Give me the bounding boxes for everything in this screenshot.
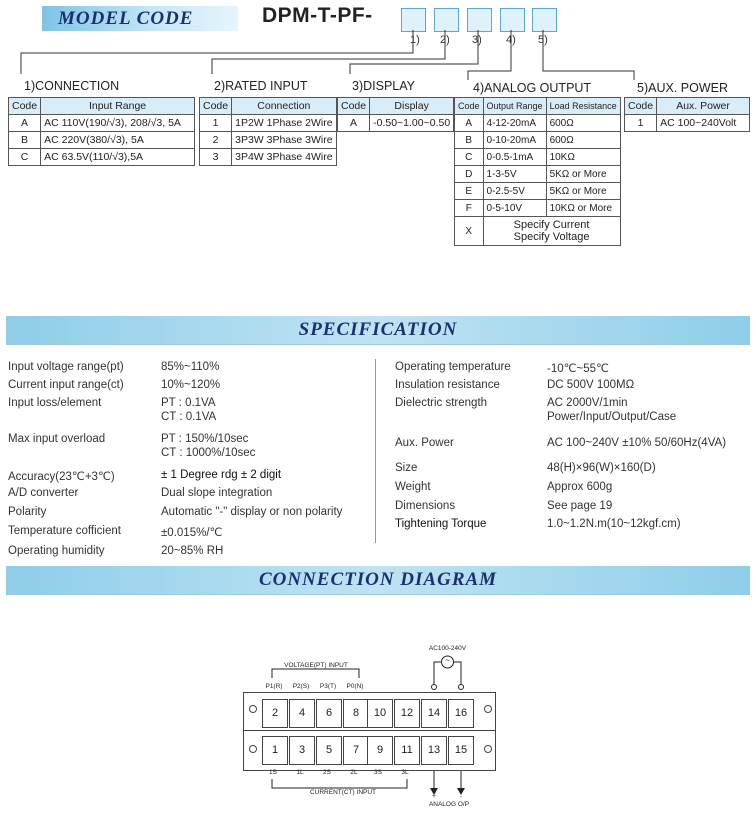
spec-value: DC 500V 100MΩ [547, 379, 635, 391]
minus-sign: - [459, 793, 463, 800]
code-cell: 2 [200, 132, 232, 149]
spec-value: 10%~120% [161, 379, 221, 391]
terminal: 1 [262, 736, 288, 765]
terminal-name: 2L [350, 769, 358, 776]
slot-number: 2) [440, 34, 450, 46]
code-cell: X [455, 217, 484, 246]
spec-label: Operating humidity [8, 545, 105, 557]
code-cell: 3 [200, 149, 232, 166]
col-header: Display [370, 98, 454, 115]
output-range-cell: 1-3-5V [483, 166, 546, 183]
terminal: 6 [316, 699, 342, 728]
analog-output-label: ANALOG O/P [428, 801, 470, 808]
output-range-cell: 0-2.5-5V [483, 183, 546, 200]
ac-source-symbol: ~ [445, 656, 450, 665]
value-cell: 3P4W 3Phase 4Wire [232, 149, 336, 166]
col-header: Code [200, 98, 232, 115]
analog-output-title: 4)ANALOG OUTPUT [473, 81, 592, 95]
model-code-prefix: DPM-T-PF- [262, 4, 373, 27]
terminal-name: P1(R) [265, 683, 283, 690]
terminal: 7 [343, 736, 369, 765]
col-header: Connection [232, 98, 336, 115]
col-header: Aux. Power [657, 98, 750, 115]
spec-label: Accuracy(23℃+3℃) [8, 471, 115, 483]
specification-title: SPECIFICATION [298, 319, 458, 340]
slot-number: 1) [410, 34, 420, 46]
load-resistance-cell: 5KΩ or More [546, 166, 620, 183]
terminal: 9 [367, 736, 393, 765]
spec-value: Approx 600g [547, 481, 613, 493]
terminal: 5 [316, 736, 342, 765]
aux-power-title: 5)AUX. POWER [637, 81, 728, 95]
spec-value: CT : 0.1VA [161, 411, 217, 423]
spec-label: Size [395, 462, 418, 474]
mounting-hole [484, 705, 492, 713]
code-cell: F [455, 200, 484, 217]
spec-value: Dual slope integration [161, 487, 273, 499]
code-cell: A [338, 115, 370, 132]
mounting-hole [249, 705, 257, 713]
terminal: 16 [448, 699, 474, 728]
spec-value: ± 1 Degree rdg ± 2 digit [161, 469, 282, 481]
spec-value: 48(H)×96(W)×160(D) [547, 462, 656, 474]
spec-label: Operating temperature [395, 361, 511, 373]
spec-value: 85%~110% [161, 361, 220, 373]
spec-value: PT : 0.1VA [161, 397, 216, 409]
spec-label: A/D converter [8, 487, 79, 499]
code-cell: B [9, 132, 41, 149]
terminal-name: P2(S) [292, 683, 310, 690]
value-cell: -0.50~1.00~0.50 [370, 115, 454, 132]
ac-power-label: AC100-240V [428, 645, 467, 652]
spec-label: Dielectric strength [395, 397, 488, 409]
load-resistance-cell: 600Ω [546, 115, 620, 132]
voltage-input-label: VOLTAGE(PT) INPUT [284, 662, 348, 669]
code-cell: A [9, 115, 41, 132]
slot-number: 3) [472, 34, 482, 46]
mounting-hole [249, 745, 257, 753]
special-line: Specify Current [513, 219, 590, 231]
terminal: 8 [343, 699, 369, 728]
col-header: Output Range [483, 98, 546, 115]
terminal-name: 3L [401, 769, 409, 776]
code-cell: B [455, 132, 484, 149]
spec-value: 1.0~1.2N.m(10~12kgf.cm) [547, 518, 681, 530]
spec-label: Input voltage range(pt) [8, 361, 124, 373]
spec-label: Input loss/element [8, 397, 102, 409]
spec-value: Power/Input/Output/Case [547, 411, 677, 423]
spec-label: Tightening Torque [395, 518, 487, 530]
col-header: Input Range [41, 98, 195, 115]
col-header: Code [338, 98, 370, 115]
slot-number: 4) [506, 34, 516, 46]
output-range-cell: 4-12-20mA [483, 115, 546, 132]
spec-label: Max input overload [8, 433, 106, 445]
spec-label: Current input range(ct) [8, 379, 124, 391]
terminal-name: 2S [323, 769, 331, 776]
output-range-cell: 0-5-10V [483, 200, 546, 217]
spec-label: Insulation resistance [395, 379, 500, 391]
value-cell: 3P3W 3Phase 3Wire [232, 132, 336, 149]
code-cell: C [9, 149, 41, 166]
spec-value: AC 2000V/1min [547, 397, 628, 409]
code-cell: 1 [625, 115, 657, 132]
spec-value: CT : 1000%/10sec [161, 447, 256, 459]
spec-value: PT : 150%/10sec [161, 433, 249, 445]
spec-value: ±0.015%/℃ [161, 527, 223, 539]
terminal: 10 [367, 699, 393, 728]
spec-value: Automatic "-" display or non polarity [161, 506, 343, 518]
terminal-block-divider [243, 730, 496, 731]
spec-label: Dimensions [395, 500, 456, 512]
spec-label: Aux. Power [395, 437, 454, 449]
col-header: Code [455, 98, 484, 115]
load-resistance-cell: 5KΩ or More [546, 183, 620, 200]
terminal: 3 [289, 736, 315, 765]
code-cell: 1 [200, 115, 232, 132]
plus-sign: + [432, 793, 436, 800]
terminal: 11 [394, 736, 420, 765]
spec-value: -10℃~55℃ [547, 363, 609, 375]
col-header: Code [9, 98, 41, 115]
spec-value: See page 19 [547, 500, 613, 512]
col-header: Load Resistance [546, 98, 620, 115]
special-line: Specify Voltage [513, 231, 590, 243]
spec-value: 20~85% RH [161, 545, 224, 557]
mounting-hole [484, 745, 492, 753]
code-cell: E [455, 183, 484, 200]
model-code-title: MODEL CODE [58, 8, 194, 29]
terminal-name: 3S [374, 769, 382, 776]
terminal-name: 1L [296, 769, 304, 776]
value-cell: AC 63.5V(110/√3),5A [41, 149, 195, 166]
code-cell: C [455, 149, 484, 166]
output-range-cell: 0-10-20mA [483, 132, 546, 149]
terminal-name: 1S [269, 769, 277, 776]
value-cell: AC 220V(380/√3), 5A [41, 132, 195, 149]
current-input-label: CURRENT(CT) INPUT [309, 789, 377, 796]
value-cell: AC 110V(190/√3), 208/√3, 5A [41, 115, 195, 132]
terminal: 4 [289, 699, 315, 728]
display-title: 3)DISPLAY [352, 79, 415, 93]
terminal: 12 [394, 699, 420, 728]
connection-title: 1)CONNECTION [24, 79, 120, 93]
spec-label: Polarity [8, 506, 47, 518]
spec-label: Weight [395, 481, 431, 493]
terminal-name: P0(N) [346, 683, 364, 690]
value-cell: AC 100~240Volt [657, 115, 750, 132]
connection-diagram-title: CONNECTION DIAGRAM [258, 569, 498, 590]
code-cell: D [455, 166, 484, 183]
terminal: 13 [421, 736, 447, 765]
terminal: 14 [421, 699, 447, 728]
value-cell: 1P2W 1Phase 2Wire [232, 115, 336, 132]
rated-input-title: 2)RATED INPUT [214, 79, 308, 93]
terminal: 15 [448, 736, 474, 765]
load-resistance-cell: 10KΩ or More [546, 200, 620, 217]
load-resistance-cell: 600Ω [546, 132, 620, 149]
load-resistance-cell: 10KΩ [546, 149, 620, 166]
col-header: Code [625, 98, 657, 115]
spec-label: Temperature cofficient [8, 525, 121, 537]
code-cell: A [455, 115, 484, 132]
spec-value: AC 100~240V ±10% 50/60Hz(4VA) [547, 437, 727, 449]
slot-number: 5) [538, 34, 548, 46]
terminal-name: P3(T) [319, 683, 337, 690]
output-range-cell: 0-0.5-1mA [483, 149, 546, 166]
terminal: 2 [262, 699, 288, 728]
